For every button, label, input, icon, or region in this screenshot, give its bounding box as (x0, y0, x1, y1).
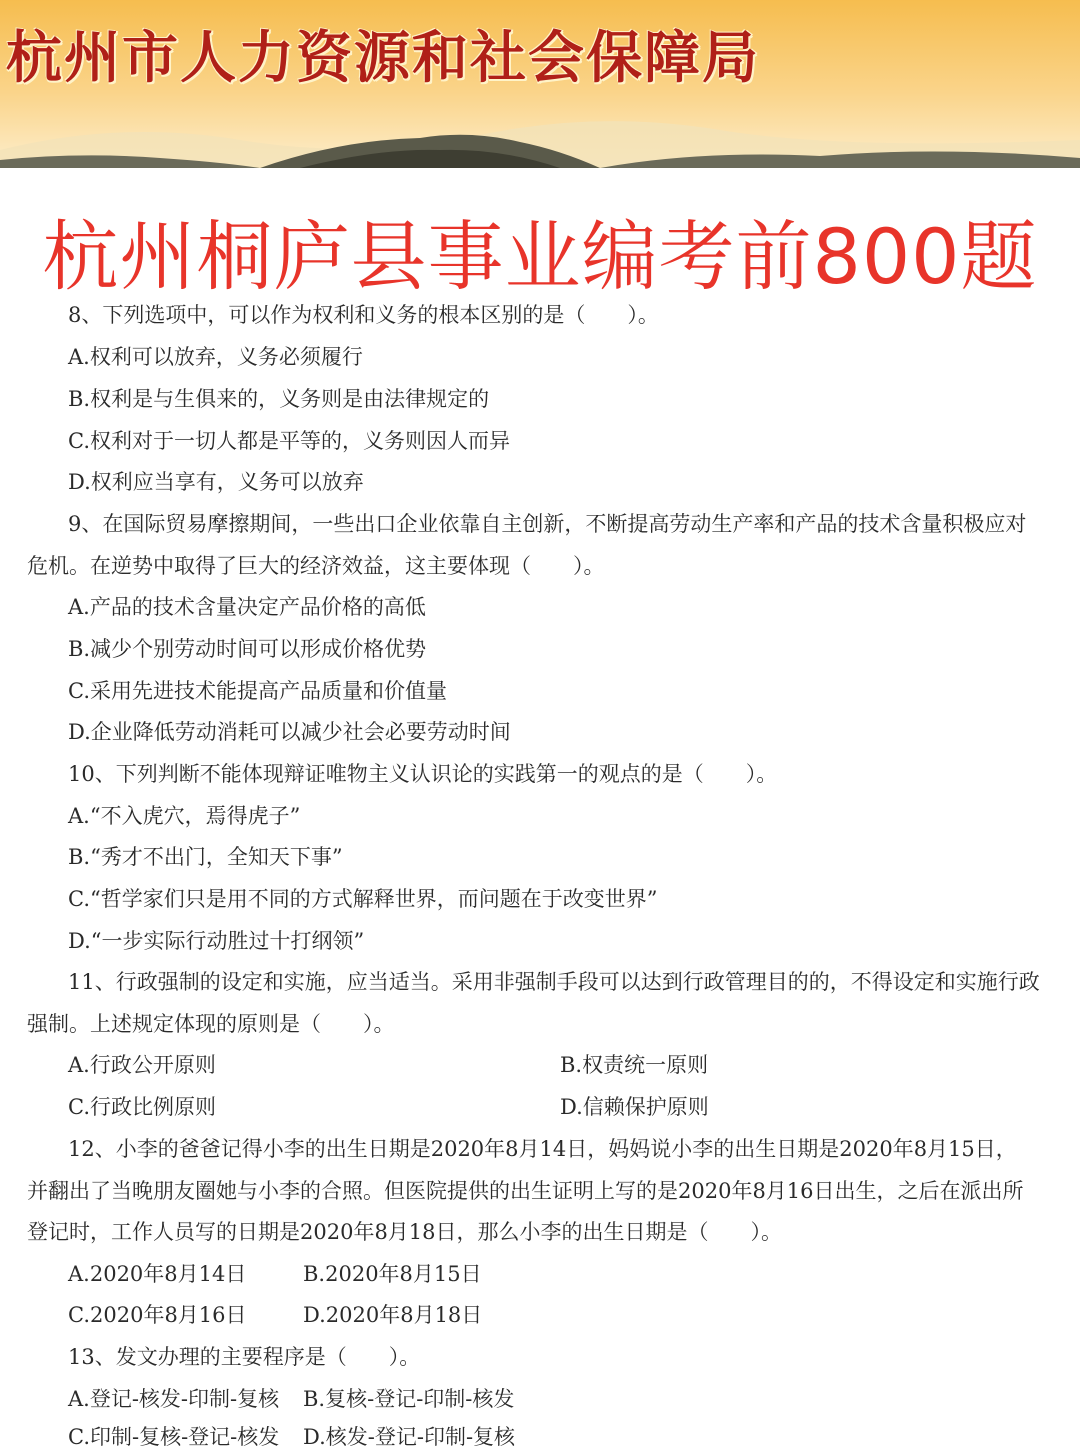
question-10-stem: 10、下列判断不能体现辩证唯物主义认识论的实践第一的观点的是（ ）。 (68, 762, 778, 786)
question-10-option-a: A.“不入虎穴，焉得虎子” (68, 804, 301, 828)
question-10-option-d: D.“一步实际行动胜过十打纲领” (68, 929, 365, 953)
question-12-stem-line2: 并翻出了当晚朋友圈她与小李的合照。但医院提供的出生证明上写的是2020年8月16日出生，之后在派出所 (27, 1179, 1024, 1203)
question-9-option-d: D.企业降低劳动消耗可以减少社会必要劳动时间 (68, 720, 511, 744)
question-8-option-c: C.权利对于一切人都是平等的，义务则因人而异 (68, 429, 510, 453)
question-11-stem-line1: 11、行政强制的设定和实施，应当适当。采用非强制手段可以达到行政管理目的的，不得设定和实施行政 (68, 970, 1040, 994)
question-8-option-a: A.权利可以放弃，义务必须履行 (68, 345, 363, 369)
question-9-stem-line2: 危机。在逆势中取得了巨大的经济效益，这主要体现（ ）。 (27, 554, 605, 578)
question-12-option-d: D.2020年8月18日 (303, 1303, 483, 1327)
question-13-option-d: D.核发-登记-印制-复核 (303, 1425, 516, 1449)
question-11-option-a: A.行政公开原则 (68, 1053, 216, 1077)
question-12-option-a: A.2020年8月14日 (68, 1262, 247, 1286)
banner-title: 杭州市人力资源和社会保障局 (6, 26, 760, 91)
question-13-option-c: C.印制-复核-登记-核发 (68, 1425, 280, 1449)
question-10-option-c: C.“哲学家们只是用不同的方式解释世界，而问题在于改变世界” (68, 887, 658, 911)
question-13-option-a: A.登记-核发-印制-复核 (68, 1387, 280, 1411)
question-13-option-b: B.复核-登记-印制-核发 (303, 1387, 515, 1411)
header-banner (0, 0, 1080, 168)
question-12-stem-line3: 登记时，工作人员写的日期是2020年8月18日，那么小李的出生日期是（ ）。 (27, 1220, 783, 1244)
question-10-option-b: B.“秀才不出门，全知天下事” (68, 845, 343, 869)
question-8-stem: 8、下列选项中，可以作为权利和义务的根本区别的是（ ）。 (68, 303, 659, 327)
question-12-stem-line1: 12、小李的爸爸记得小李的出生日期是2020年8月14日，妈妈说小李的出生日期是2020年8月15日， (68, 1137, 1017, 1161)
question-12-option-b: B.2020年8月15日 (303, 1262, 482, 1286)
question-9-option-c: C.采用先进技术能提高产品质量和价值量 (68, 679, 447, 703)
question-8-option-b: B.权利是与生俱来的，义务则是由法律规定的 (68, 387, 490, 411)
question-11-option-b: B.权责统一原则 (560, 1053, 709, 1077)
question-9-option-a: A.产品的技术含量决定产品价格的高低 (68, 595, 426, 619)
question-11-option-d: D.信赖保护原则 (560, 1095, 709, 1119)
question-11-stem-line2: 强制。上述规定体现的原则是（ ）。 (27, 1012, 395, 1036)
question-12-option-c: C.2020年8月16日 (68, 1303, 247, 1327)
question-9-option-b: B.减少个别劳动时间可以形成价格优势 (68, 637, 427, 661)
question-13-stem: 13、发文办理的主要程序是（ ）。 (68, 1345, 421, 1369)
question-8-option-d: D.权利应当享有，义务可以放弃 (68, 470, 364, 494)
question-11-option-c: C.行政比例原则 (68, 1095, 216, 1119)
page-title: 杭州桐庐县事业编考前800题 (42, 212, 1038, 301)
question-9-stem-line1: 9、在国际贸易摩擦期间，一些出口企业依靠自主创新，不断提高劳动生产率和产品的技术含量积极应对 (68, 512, 1027, 536)
